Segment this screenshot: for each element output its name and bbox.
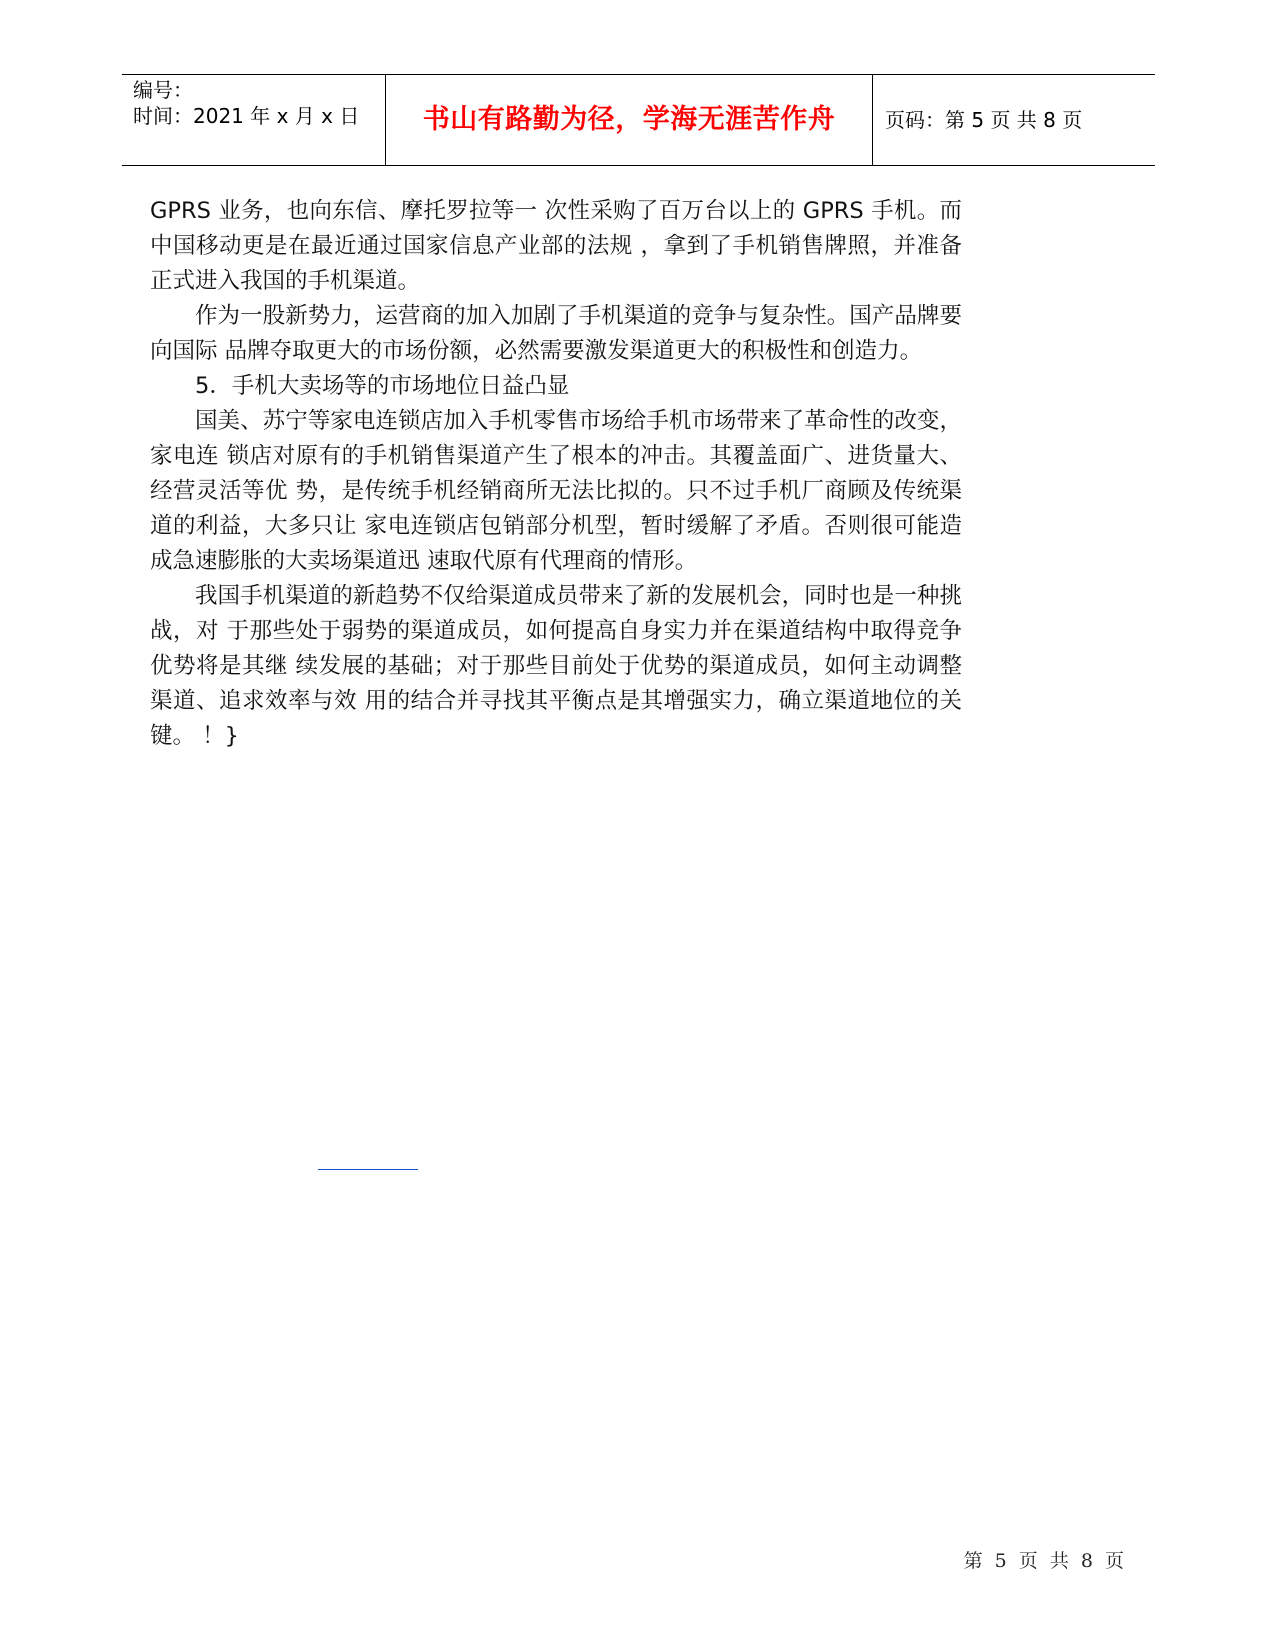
header-divider [872,75,873,165]
document-number-label: 编号： [133,78,193,102]
section-heading: 5．手机大卖场等的市场地位日益凸显 [195,373,570,399]
header-motto: 书山有路勤为径，学海无涯苦作舟 [422,104,836,135]
page-footer: 第 5 页 共 8 页 [963,1550,1127,1572]
paragraph: GPRS 业务，也向东信、摩托罗拉等一 次性采购了百万台以上的 GPRS 手机。而中国移动更是在最近通过国家信息产业部的法规 ，拿到了手机销售牌照，并准备正式进入我国的手机渠道。 [150,198,962,294]
header-meta [133,77,373,129]
header-page-info: 页码：第 5 页 共 8 页 [885,108,1083,132]
paragraph: 我国手机渠道的新趋势不仅给渠道成员带来了新的发展机会，同时也是一种挑战，对 于那些处于弱势的渠道成员，如何提高自身实力并在渠道结构中取得竞争优势将是其继 续发展的基础；对于那些目前处于优势的渠道成员，如何主动调整渠道、追求效率与效 用的结合并寻找其平衡点是其增强实力，确立渠道地位的关键。 ！} [150,583,962,749]
document-body [150,194,962,754]
hyperlink-underline[interactable] [318,1169,418,1170]
paragraph: 国美、苏宁等家电连锁店加入手机零售市场给手机市场带来了革命性的改变，家电连 锁店对原有的手机销售渠道产生了根本的冲击。其覆盖面广、进货量大、经营灵活等优 势，是传统手机经销商所无法比拟的。只不过手机厂商顾及传统渠道的利益，大多只让 家电连锁店包销部分机型，暂时缓解了矛盾。否则很可能造成急速膨胀的大卖场渠道迅 速取代原有代理商的情形。 [150,408,962,574]
document-date: 时间：2021 年 x 月 x 日 [133,104,360,128]
paragraph: 作为一股新势力，运营商的加入加剧了手机渠道的竞争与复杂性。国产品牌要向国际 品牌夺取更大的市场份额，必然需要激发渠道更大的积极性和创造力。 [150,303,962,364]
page-header [122,74,1155,166]
